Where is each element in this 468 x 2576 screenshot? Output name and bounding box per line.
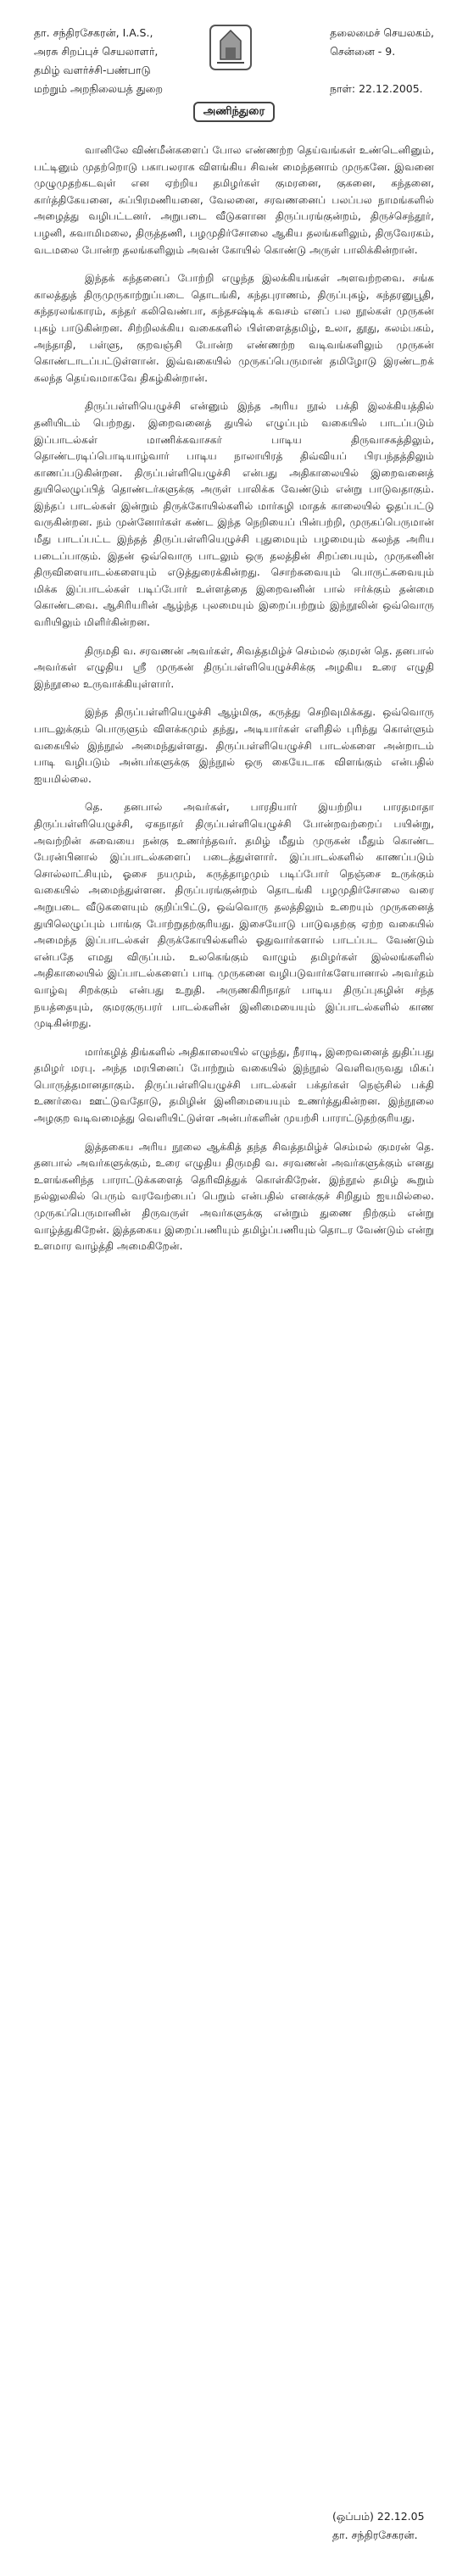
sender-line: தா. சந்திரசேகரன், I.A.S., (34, 26, 153, 39)
office-line (330, 61, 434, 80)
paragraph: இந்தக் கந்தனைப் போற்றி எழுந்த இலக்கியங்கள் அளவற்றவை. சங்க காலத்துத் திருமுருகாற்றுப்படை தொடங்கி, கந்தபுராணம், திருப்புகழ், கந்தரனுபூதி, கந்தரலங்காரம், கந்தர் கலிவெண்பா, கந்தசஷ்டிக் கவசம் எனப் பல நூல்கள் முருகன் புகழ் பாடுகின்றன. சிற்றிலக்கிய வகைகளில் பிள்ளைத்தமிழ், உலா, தூது, கலம்பகம், அந்தாதி, பள்ளு, குறவஞ்சி போன்ற எண்ணற்ற வடிவங்களிலும் முருகன் கொண்டாடப்பட்டுள்ளான். இவ்வகையில் முருகப்பெருமான் தமிழோடு இரண்டறக் கலந்த தெய்வமாகவே திகழ்கின்றான். (34, 272, 434, 384)
foreword-body (34, 142, 434, 1267)
office-line: சென்னை - 9. (330, 45, 396, 58)
paragraph: தெ. தனபால் அவர்கள், பாரதியார் இயற்றிய பாரதமாதா திருப்பள்ளியெழுச்சி, ஏகநாதர் திருப்பள்ளியெழுச்சி போன்றவற்றைப் பயின்று, அவற்றின் சுவையை நன்கு உணர்ந்தவர். தமிழ் மீதும் முருகன் மீதும் கொண்ட பேரன்பினால் இப்பாடல்களைப் படைத்துள்ளார். இப்பாடல்களில் காணப்படும் சொல்லாட்சியும், ஓசை நயமும், கருத்தாழமும் படிப்போர் நெஞ்சை உருக்கும் வகையில் அமைந்துள்ளன. திருப்பரங்குன்றம் தொடங்கி பழமுதிர்சோலை வரை அறுபடை வீடுகளையும் குறிப்பிட்டு, ஒவ்வொரு தலத்திலும் உறையும் முருகனைத் துயிலெழுப்பும் பாங்கு போற்றுதற்குரியது. இசையோடு பாடுவதற்கு ஏற்ற வகையில் அமைந்த இப்பாடல்கள் திருக்கோயில்களில் ஓதுவார்களால் பாடப்பட வேண்டும் என்பதே எமது விருப்பம். உலகெங்கும் வாழும் தமிழர்கள் இல்லங்களில் அதிகாலையில் இப்பாடல்களைப் பாடி முருகனை வழிபடுவார்களேயானால் அவர்தம் வாழ்வு சிறக்கும் என்பது உறுதி. அருணகிரிநாதர் பாடிய திருப்புகழின் சந்த நயத்தையும், குமரகுருபரர் பாடல்களின் இனிமையையும் இப்பாடல்களில் காண முடிகின்றது. (34, 801, 434, 1030)
paragraph: வானிலே விண்மீன்களைப் போல எண்ணற்ற தெய்வங்கள் உண்டெனினும், பட்டினும் முதற்றொடு பகாபலராக விளங்கிய சிவன் மைந்தனாம் முருகனே. இவனை முழுமுதற்கடவுள் என ஏற்றிய தமிழர்கள் குமரனை, குகனை, கந்தனை, கார்த்திகேயனை, சுப்பிரமணியனை, வேலனை, சரவணனைப் பலப்பல நாமங்களில் அழைத்து வழிபட்டனர். அறுபடை வீடுகளான திருப்பரங்குன்றம், திருச்செந்தூர், பழனி, சுவாமிமலை, திருத்தணி, பழமுதிர்சோலை ஆகிய தலங்களிலும், திருவேரகம், வடமலை போன்ற தலங்களிலும் அவன் கோயில் கொண்டு அருள் பாலிக்கின்றான். (34, 144, 434, 256)
paragraph: இந்த திருப்பள்ளியெழுச்சி ஆழ்மிகு, கருத்து செறிவுமிக்கது. ஒவ்வொரு பாடலுக்கும் பொருளும் விளக்கமும் தந்து, அடியார்கள் எளிதில் புரிந்து கொள்ளும் வகையில் இந்நூல் அமைந்துள்ளது. திருப்பள்ளியெழுச்சி பாடல்களை அன்றாடம் பாடி வழிபடும் அன்பர்களுக்கு இந்நூல் ஒரு கையேடாக விளங்கும் என்பதில் ஐயமில்லை. (34, 706, 434, 785)
title-text: அணிந்துரை (193, 102, 275, 122)
signed-date: (ஒப்பம்) 22.12.05 (332, 2510, 425, 2523)
date-line: நாள்: 22.12.2005. (330, 82, 423, 95)
paragraph: மார்கழித் திங்களில் அதிகாலையில் எழுந்து, நீராடி, இறைவனைத் துதிப்பது தமிழர் மரபு. அந்த மரபினைப் போற்றும் வகையில் இந்நூல் வெளிவருவது மிகப் பொருத்தமானதாகும். திருப்பள்ளியெழுச்சி பாடல்கள் பக்தர்கள் நெஞ்சில் பக்தி உணர்வை ஊட்டுவதோடு, தமிழின் இனிமையையும் உணர்த்துகின்றன. இந்நூலை அழகுற வடிவமைத்து வெளியிட்டுள்ள அன்பர்களின் முயற்சி பாராட்டுதற்குரியது. (34, 1045, 434, 1125)
sender-line: மற்றும் அறநிலையத் துறை (34, 82, 164, 95)
paragraph: திருப்பள்ளியெழுச்சி என்னும் இந்த அரிய நூல் பக்தி இலக்கியத்தில் தனியிடம் பெற்றது. இறைவனைத் துயில் எழுப்பும் வகையில் பாடப்படும் இப்பாடல்கள் மாணிக்கவாசகர் பாடிய திருவாசகத்திலும், தொண்டரடிப்பொடியாழ்வார் பாடிய நாலாயிரத் திவ்வியப் பிரபந்தத்திலும் காணப்படுகின்றன. திருப்பள்ளியெழுச்சி என்பது அதிகாலையில் இறைவனைத் துயிலெழுப்பித் தொண்டர்களுக்கு அருள் பாலிக்க வேண்டும் என்று பாடுவதாகும். இந்தப் பாடல்கள் இன்றும் திருக்கோயில்களில் மார்கழி மாதக் காலையில் ஓதப்பட்டு வருகின்றன. நம் முன்னோர்கள் கண்ட இந்த நெறியைப் பின்பற்றி, முருகப்பெருமான் மீது பாடப்பட்ட இந்தத் திருப்பள்ளியெழுச்சி புதுமையும் பழமையும் கலந்த அரிய படைப்பாகும். இதன் ஒவ்வொரு பாடலும் ஒரு தலத்தின் சிறப்பையும், முருகனின் திருவிளையாடல்களையும் எடுத்துரைக்கின்றது. சொற்சுவையும் பொருட்சுவையும் மிக்க இப்பாடல்கள் படிப்போர் உள்ளத்தை இறைவனின் பால் ஈர்க்கும் தன்மை கொண்டவை. ஆசிரியரின் ஆழ்ந்த புலமையும் இறைப்பற்றும் இந்நூலின் ஒவ்வொரு வரியிலும் மிளிர்கின்றன. (34, 400, 434, 629)
signature-block (332, 2507, 425, 2545)
tamil-nadu-emblem-icon (207, 22, 254, 73)
sender-line: அரசு சிறப்புச் செயலாளர், (34, 45, 159, 58)
sender-line: தமிழ் வளர்ச்சி-பண்பாடு (34, 64, 151, 76)
sender-block (34, 24, 163, 98)
document-title (0, 102, 468, 122)
signatory-name: தா. சந்திரசேகரன். (332, 2529, 418, 2541)
office-block (330, 24, 434, 98)
office-line: தலைமைச் செயலகம், (330, 26, 434, 39)
paragraph: திருமதி வ. சரவணன் அவர்கள், சிவத்தமிழ்ச் செம்மல் குமரன் தெ. தனபால் அவர்கள் எழுதிய ஸ்ரீ முருகன் திருப்பள்ளியெழுச்சிக்கு அழகிய உரை எழுதி இந்நூலை உருவாக்கியுள்ளார். (34, 644, 434, 690)
paragraph: இத்தகைய அரிய நூலை ஆக்கித் தந்த சிவத்தமிழ்ச் செம்மல் குமரன் தெ. தனபால் அவர்களுக்கும், உரை எழுதிய திருமதி வ. சரவணன் அவர்களுக்கும் எனது உளங்கனிந்த பாராட்டுக்களைத் தெரிவித்துக் கொள்கிறேன். இந்நூல் தமிழ் கூறும் நல்லுலகில் பெரும் வரவேற்பைப் பெறும் என்பதில் எனக்குச் சிறிதும் ஐயமில்லை. முருகப்பெருமானின் திருவருள் அவர்களுக்கு என்றும் துணை நிற்கும் என்று வாழ்த்துகிறேன். இத்தகைய இறைப்பணியும் தமிழ்ப்பணியும் தொடர வேண்டும் என்று உளமார வாழ்த்தி அமைகிறேன். (34, 1140, 435, 1253)
